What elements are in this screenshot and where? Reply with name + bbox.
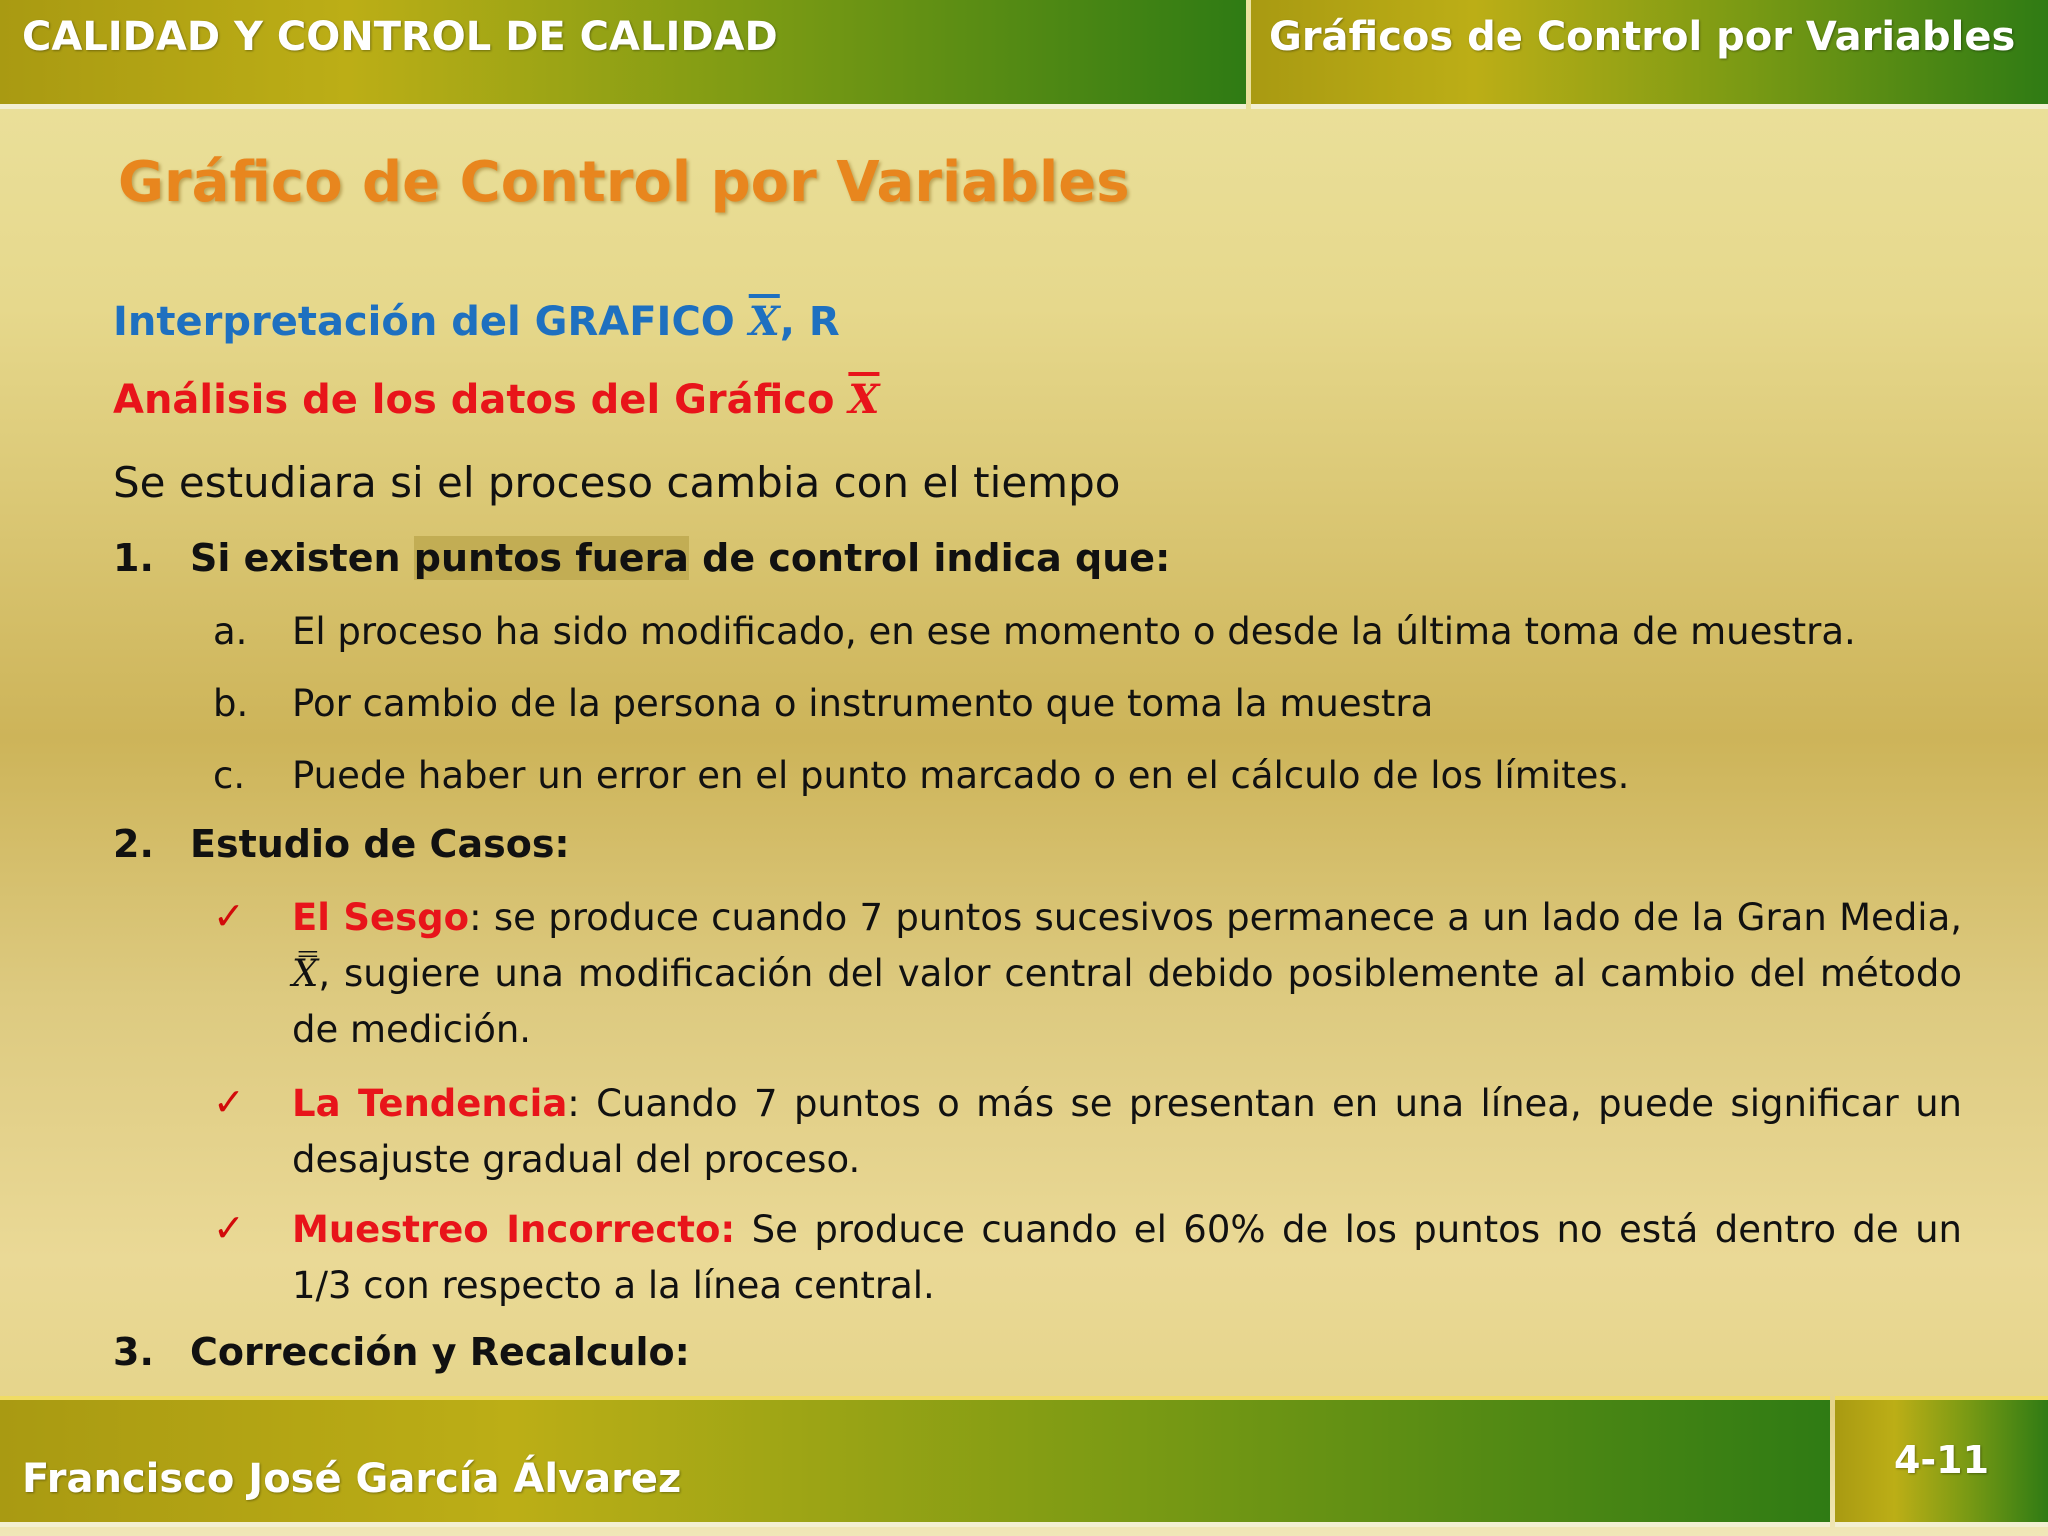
case-sesgo: El Sesgo: se produce cuando 7 puntos sucesivos permanece a un lado de la Gran Media, X̿, sugiere una modificación del valor central debido posiblemente al cambio del método de medición. (292, 896, 1963, 1051)
page-number: 4-11 (1893, 1438, 1990, 1482)
check-icon: ✓ (213, 1206, 245, 1250)
highlighted-phrase: puntos fuera (413, 536, 689, 580)
lead-sentence: Se estudiara si el proceso cambia con el tiempo (113, 458, 1121, 507)
footer-page-bar (1835, 1396, 2048, 1522)
topic-title: Gráficos de Control por Variables (1269, 14, 2016, 60)
sub-item-a: a. El proceso ha sido modificado, en ese momento o desde la última toma de muestra. (213, 610, 1856, 653)
x-bar-symbol: $\overline{X}$ (748, 298, 780, 345)
list-item-1: 1. Si existen puntos fuera de control indica que: (113, 536, 1171, 580)
interpretation-heading: Interpretación del GRAFICO $\overline{X}$, R (113, 298, 840, 345)
footer-author-bar (0, 1396, 1830, 1522)
case-muestreo: Muestreo Incorrecto: Se produce cuando el 60% de los puntos no está dentro de un 1/3 con respecto a la línea central. (292, 1208, 1962, 1307)
course-title: CALIDAD Y CONTROL DE CALIDAD (22, 14, 778, 60)
slide-title: Gráfico de Control por Variables (118, 150, 1130, 215)
analysis-heading: Análisis de los datos del Gráfico $\overline{X}$ (113, 376, 880, 423)
list-item-3: 3. Corrección y Recalculo: (113, 1330, 690, 1374)
header-course-bar (0, 0, 1246, 104)
sub-item-c: c. Puede haber un error en el punto marcado o en el cálculo de los límites. (213, 754, 1630, 797)
check-icon: ✓ (213, 894, 245, 938)
list-item-2: 2. Estudio de Casos: (113, 822, 570, 866)
check-icon: ✓ (213, 1080, 245, 1124)
grand-mean-symbol: X̿ (292, 952, 319, 995)
x-bar-symbol: $\overline{X}$ (848, 376, 880, 423)
sub-item-b: b. Por cambio de la persona o instrumento que toma la muestra (213, 682, 1434, 725)
case-tendencia: La Tendencia: Cuando 7 puntos o más se presentan en una línea, puede significar un desajuste gradual del proceso. (292, 1082, 1962, 1181)
header-topic-bar (1251, 0, 2048, 104)
author-name: Francisco José García Álvarez (22, 1456, 682, 1502)
